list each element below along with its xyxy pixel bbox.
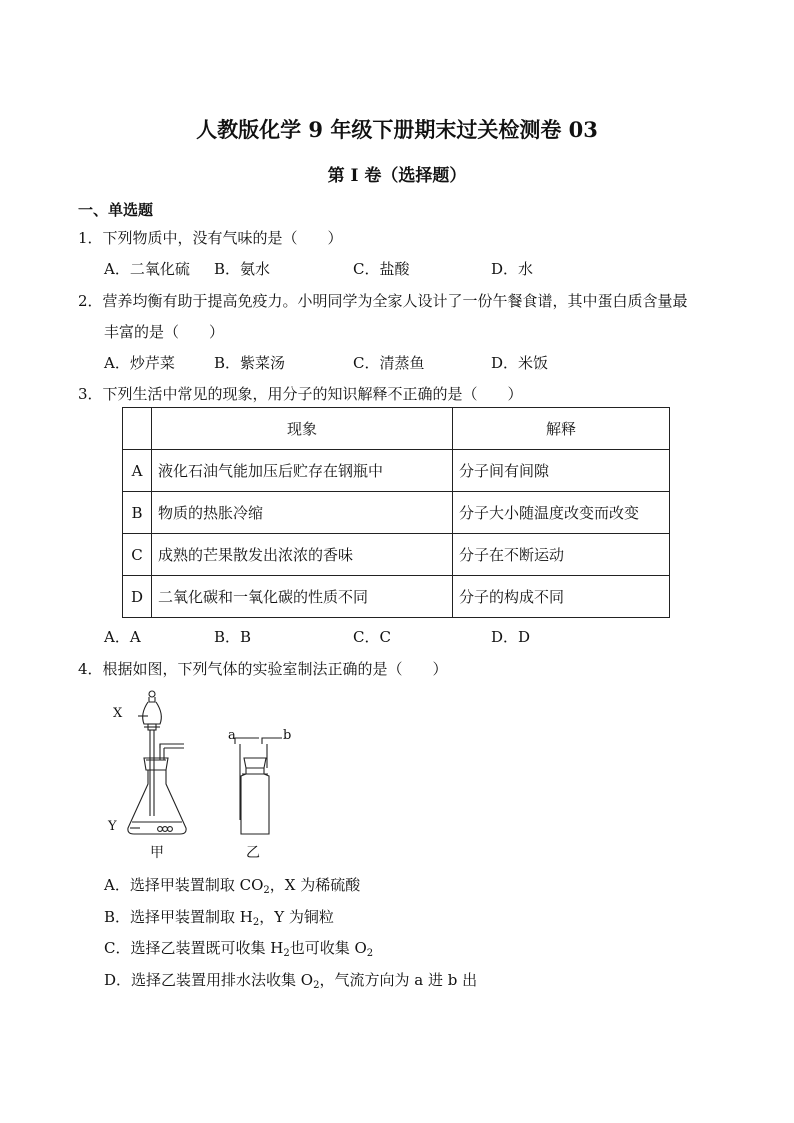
- caption-yi: 乙: [246, 845, 260, 861]
- q2-option-c: C．清蒸鱼: [353, 354, 425, 372]
- conical-flask: [128, 770, 186, 834]
- q3-option-b: B．B: [214, 628, 252, 646]
- table-cell: 成熟的芒果散发出浓浓的香味: [152, 534, 453, 576]
- separatory-funnel: [143, 702, 162, 724]
- q4-option-a: A．选择甲装置制取 $CO_2$，X 为稀硫酸: [104, 876, 361, 896]
- table-header-cell: 解释: [453, 408, 670, 450]
- q4-option-c: C．选择乙装置既可收集 $H_2$也可收集 $O_2$: [104, 939, 374, 959]
- table-cell: 液化石油气能加压后贮存在钢瓶中: [152, 450, 453, 492]
- q1-option-b: B．氨水: [214, 260, 271, 278]
- section-heading: 一、单选题: [78, 201, 154, 219]
- page-subtitle: 第 I 卷（选择题）: [327, 166, 467, 186]
- table-row: [123, 450, 670, 492]
- q3-option-c: C．C: [353, 628, 391, 646]
- q4-option-d: D．选择乙装置用排水法收集 $O_2$，气流方向为 a 进 b 出: [104, 971, 478, 991]
- q4-option-b: B．选择甲装置制取 $H_2$，Y 为铜粒: [104, 908, 334, 928]
- table-cell: 分子的构成不同: [453, 576, 670, 618]
- table-cell: B: [123, 492, 152, 534]
- q1-stem: 1．下列物质中，没有气味的是（ ）: [78, 229, 343, 247]
- label-x: X: [113, 706, 123, 721]
- q3-option-a: A．A: [104, 628, 141, 646]
- table-cell: 分子间有间隙: [453, 450, 670, 492]
- q2-stem-line1: 2．营养均衡有助于提高免疫力。小明同学为全家人设计了一份午餐食谱，其中蛋白质含量最: [78, 292, 688, 310]
- table-row: [123, 492, 670, 534]
- q2-stem-line2: 丰富的是（ ）: [104, 323, 225, 341]
- bottle-stopper: [244, 758, 266, 768]
- q2-option-b: B．紫菜汤: [214, 354, 286, 372]
- table-header-row: [123, 408, 670, 450]
- table-row: [123, 534, 670, 576]
- q2-option-a: A．炒芹菜: [104, 354, 175, 372]
- q3-table: [122, 407, 670, 618]
- caption-jia: 甲: [150, 845, 164, 861]
- table-row: [123, 576, 670, 618]
- table-header-cell: [123, 408, 152, 450]
- table-cell: 二氧化碳和一氧化碳的性质不同: [152, 576, 453, 618]
- q1-option-d: D．水: [491, 260, 534, 278]
- table-cell: C: [123, 534, 152, 576]
- gas-bottle: [241, 768, 269, 834]
- label-b: b: [283, 728, 292, 743]
- table-cell: A: [123, 450, 152, 492]
- label-a: a: [228, 728, 236, 743]
- q3-stem: 3．下列生活中常见的现象，用分子的知识解释不正确的是（ ）: [78, 385, 523, 403]
- funnel-stopper: [149, 691, 155, 697]
- label-y: Y: [108, 819, 117, 834]
- q3-option-d: D．D: [491, 628, 531, 646]
- table-cell: 分子在不断运动: [453, 534, 670, 576]
- q1-option-a: A．二氧化硫: [104, 260, 190, 278]
- q2-option-d: D．米饭: [491, 354, 549, 372]
- page-title: 人教版化学 9 年级下册期末过关检测卷 03: [196, 117, 598, 142]
- table-cell: D: [123, 576, 152, 618]
- table-cell: 物质的热胀冷缩: [152, 492, 453, 534]
- table-cell: 分子大小随温度改变而改变: [453, 492, 670, 534]
- q1-option-c: C．盐酸: [353, 260, 410, 278]
- q4-stem: 4．根据如图，下列气体的实验室制法正确的是（ ）: [78, 660, 448, 678]
- q4-apparatus-diagram: [110, 688, 310, 863]
- table-header-cell: 现象: [152, 408, 453, 450]
